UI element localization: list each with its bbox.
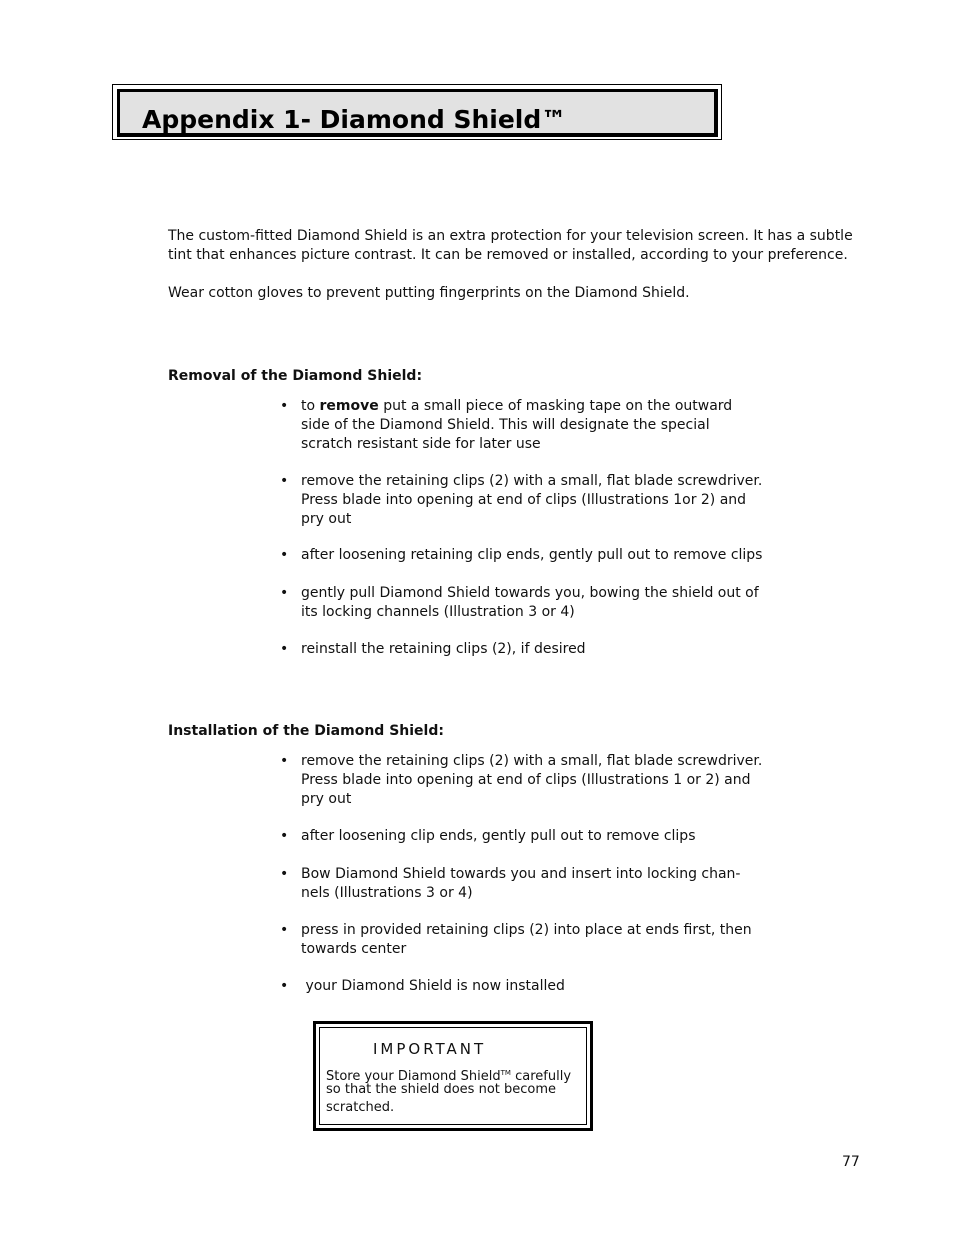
bullet-icon: • xyxy=(280,585,289,601)
removal-heading: Removal of the Diamond Shield: xyxy=(168,368,423,384)
important-line-1-text: Store your Diamond Shield xyxy=(326,1069,501,1084)
removal-step-1-prefix: to xyxy=(301,398,320,414)
installation-step-1 xyxy=(301,752,771,809)
installation-step-2-line-1: after loosening clip ends, gently pull out to remove clips xyxy=(301,828,696,844)
removal-step-5 xyxy=(301,640,771,659)
important-title: IMPORTANT xyxy=(373,1040,487,1058)
installation-heading: Installation of the Diamond Shield: xyxy=(168,723,444,739)
installation-step-1-line-1: remove the retaining clips (2) with a small, flat blade screwdriver. xyxy=(301,753,763,769)
important-line-2: so that the shield does not become xyxy=(326,1082,557,1097)
installation-step-4-line-2: towards center xyxy=(301,941,407,957)
removal-step-1-rest: put a small piece of masking tape on the outward xyxy=(378,398,733,414)
page-title: Appendix 1- Diamond Shield™ xyxy=(142,105,567,134)
installation-step-5-line-1: your Diamond Shield is now installed xyxy=(301,978,565,994)
removal-step-1 xyxy=(301,397,771,454)
intro-paragraph-line-1: The custom-fitted Diamond Shield is an extra protection for your television screen. It has a subtle xyxy=(168,228,853,244)
bullet-icon: • xyxy=(280,473,289,489)
removal-step-2-line-2: Press blade into opening at end of clips (Illustrations 1or 2) and xyxy=(301,492,747,508)
bullet-icon: • xyxy=(280,978,289,994)
installation-step-5 xyxy=(301,977,771,996)
installation-step-1-line-3: pry out xyxy=(301,791,352,807)
intro-paragraph-line-2: tint that enhances picture contrast. It can be removed or installed, according to your preference. xyxy=(168,247,848,263)
removal-step-4-line-2: its locking channels (Illustration 3 or 4) xyxy=(301,604,575,620)
installation-step-2 xyxy=(301,827,771,846)
removal-step-1-bold: remove xyxy=(319,398,379,414)
bullet-icon: • xyxy=(280,828,289,844)
installation-step-4-line-1: press in provided retaining clips (2) into place at ends first, then xyxy=(301,922,752,938)
gloves-note: Wear cotton gloves to prevent putting fingerprints on the Diamond Shield. xyxy=(168,285,690,301)
bullet-icon: • xyxy=(280,641,289,657)
installation-step-3-line-1: Bow Diamond Shield towards you and insert into locking chan- xyxy=(301,866,741,882)
bullet-icon: • xyxy=(280,398,289,414)
bullet-icon: • xyxy=(280,922,289,938)
installation-step-3-line-2: nels (Illustrations 3 or 4) xyxy=(301,885,473,901)
removal-step-4 xyxy=(301,584,771,622)
bullet-icon: • xyxy=(280,866,289,882)
removal-step-3-line-1: after loosening retaining clip ends, gently pull out to remove clips xyxy=(301,547,763,563)
removal-step-2 xyxy=(301,472,771,529)
removal-step-1-line-3: scratch resistant side for later use xyxy=(301,436,541,452)
removal-step-3 xyxy=(301,546,771,565)
removal-step-4-line-1: gently pull Diamond Shield towards you, bowing the shield out of xyxy=(301,585,759,601)
removal-step-2-line-1: remove the retaining clips (2) with a small, flat blade screwdriver. xyxy=(301,473,763,489)
trademark-mark: TM xyxy=(500,1069,511,1077)
removal-step-5-line-1: reinstall the retaining clips (2), if desired xyxy=(301,641,586,657)
bullet-icon: • xyxy=(280,753,289,769)
page-number: 77 xyxy=(842,1154,860,1170)
installation-step-3 xyxy=(301,865,771,903)
removal-step-1-line-2: side of the Diamond Shield. This will designate the special xyxy=(301,417,710,433)
installation-step-4 xyxy=(301,921,771,959)
important-line-3: scratched. xyxy=(326,1100,395,1115)
removal-step-1-line-1 xyxy=(301,397,771,416)
important-line-1-tail: carefully xyxy=(510,1069,572,1084)
removal-step-2-line-3: pry out xyxy=(301,511,352,527)
bullet-icon: • xyxy=(280,547,289,563)
installation-step-1-line-2: Press blade into opening at end of clips (Illustrations 1 or 2) and xyxy=(301,772,751,788)
